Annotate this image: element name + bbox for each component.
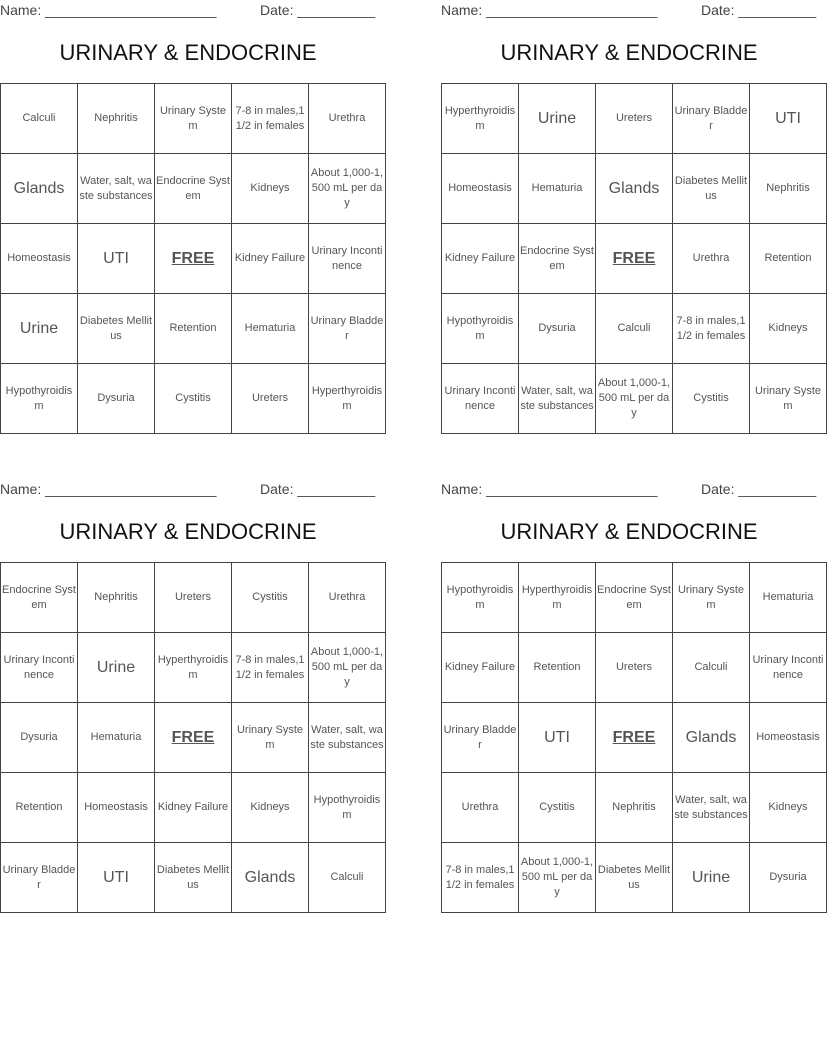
- grid-row: [1, 633, 386, 703]
- grid-cell: Urinary Incontinence: [1, 633, 78, 703]
- grid-cell: Kidney Failure: [155, 773, 232, 843]
- grid-cell: About 1,000-1,500 mL per day: [596, 364, 673, 434]
- grid-cell: UTI: [78, 843, 155, 913]
- grid-row: [442, 703, 827, 773]
- grid-cell: Ureters: [596, 84, 673, 154]
- date-field[interactable]: Date: __________: [260, 481, 376, 497]
- grid-cell: Urine: [1, 294, 78, 364]
- grid-cell: Kidneys: [750, 773, 827, 843]
- grid-cell: Calculi: [673, 633, 750, 703]
- grid-cell: Hematuria: [519, 154, 596, 224]
- grid-row: [442, 154, 827, 224]
- grid-cell: Ureters: [596, 633, 673, 703]
- grid-cell: Glands: [596, 154, 673, 224]
- grid-cell: Urinary Bladder: [1, 843, 78, 913]
- grid-cell: Cystitis: [519, 773, 596, 843]
- grid-cell: Hypothyroidism: [309, 773, 386, 843]
- grid-row: [1, 84, 386, 154]
- free-cell: FREE: [596, 224, 673, 294]
- grid-cell: Urethra: [442, 773, 519, 843]
- grid-cell: 7-8 in males,1 1/2 in females: [232, 84, 309, 154]
- card-header: [441, 0, 817, 20]
- grid-cell: Urinary System: [232, 703, 309, 773]
- grid-cell: About 1,000-1,500 mL per day: [309, 633, 386, 703]
- grid-row: [1, 773, 386, 843]
- grid-cell: Nephritis: [78, 563, 155, 633]
- date-field[interactable]: Date: __________: [701, 481, 817, 497]
- grid-cell: UTI: [78, 224, 155, 294]
- card-title: URINARY & ENDOCRINE: [59, 40, 317, 65]
- grid-cell: Endocrine System: [155, 154, 232, 224]
- grid-cell: Urinary Incontinence: [442, 364, 519, 434]
- grid-cell: Kidney Failure: [442, 633, 519, 703]
- name-field[interactable]: Name: ______________________: [0, 481, 217, 497]
- grid-cell: About 1,000-1,500 mL per day: [519, 843, 596, 913]
- grid-row: [442, 633, 827, 703]
- grid-row: [442, 563, 827, 633]
- grid-cell: Urinary Incontinence: [750, 633, 827, 703]
- grid-cell: Endocrine System: [596, 563, 673, 633]
- grid-cell: Hyperthyroidism: [155, 633, 232, 703]
- bingo-grid: [0, 83, 386, 434]
- grid-cell: Homeostasis: [750, 703, 827, 773]
- bingo-grid: [0, 562, 386, 913]
- grid-row: [442, 224, 827, 294]
- grid-cell: Glands: [1, 154, 78, 224]
- grid-cell: Hypothyroidism: [442, 563, 519, 633]
- grid-cell: Calculi: [1, 84, 78, 154]
- name-field[interactable]: Name: ______________________: [441, 2, 658, 18]
- grid-cell: Dysuria: [750, 843, 827, 913]
- grid-cell: Diabetes Mellitus: [673, 154, 750, 224]
- grid-cell: Cystitis: [155, 364, 232, 434]
- name-field[interactable]: Name: ______________________: [0, 2, 217, 18]
- grid-cell: UTI: [519, 703, 596, 773]
- grid-cell: Calculi: [309, 843, 386, 913]
- grid-row: [1, 224, 386, 294]
- grid-cell: Homeostasis: [78, 773, 155, 843]
- grid-cell: Water, salt, waste substances: [673, 773, 750, 843]
- grid-row: [1, 703, 386, 773]
- grid-cell: Urinary Bladder: [309, 294, 386, 364]
- grid-cell: Calculi: [596, 294, 673, 364]
- grid-cell: Diabetes Mellitus: [596, 843, 673, 913]
- card-header: [441, 479, 817, 499]
- grid-cell: Kidney Failure: [232, 224, 309, 294]
- grid-cell: Hematuria: [750, 563, 827, 633]
- grid-cell: Homeostasis: [1, 224, 78, 294]
- grid-cell: Hematuria: [78, 703, 155, 773]
- grid-cell: Dysuria: [1, 703, 78, 773]
- free-cell: FREE: [596, 703, 673, 773]
- name-field[interactable]: Name: ______________________: [441, 481, 658, 497]
- card-header: [0, 0, 376, 20]
- grid-cell: Diabetes Mellitus: [155, 843, 232, 913]
- grid-cell: Water, salt, waste substances: [519, 364, 596, 434]
- grid-cell: Hypothyroidism: [442, 294, 519, 364]
- grid-cell: Hyperthyroidism: [442, 84, 519, 154]
- grid-cell: Hypothyroidism: [1, 364, 78, 434]
- grid-cell: Urine: [519, 84, 596, 154]
- card-title: URINARY & ENDOCRINE: [500, 40, 758, 65]
- grid-cell: Urinary System: [750, 364, 827, 434]
- grid-cell: Retention: [750, 224, 827, 294]
- grid-cell: Kidneys: [232, 154, 309, 224]
- grid-cell: Kidneys: [750, 294, 827, 364]
- grid-cell: Urethra: [309, 84, 386, 154]
- card-title: URINARY & ENDOCRINE: [500, 519, 758, 544]
- grid-cell: Cystitis: [673, 364, 750, 434]
- grid-row: [1, 563, 386, 633]
- grid-cell: Dysuria: [519, 294, 596, 364]
- bingo-grid: [441, 562, 827, 913]
- grid-cell: Endocrine System: [1, 563, 78, 633]
- grid-cell: Diabetes Mellitus: [78, 294, 155, 364]
- grid-row: [1, 294, 386, 364]
- free-cell: FREE: [155, 224, 232, 294]
- grid-cell: Urinary Bladder: [673, 84, 750, 154]
- grid-cell: Urinary Bladder: [442, 703, 519, 773]
- grid-cell: Endocrine System: [519, 224, 596, 294]
- card-header: [0, 479, 376, 499]
- grid-cell: Urine: [673, 843, 750, 913]
- grid-cell: Kidney Failure: [442, 224, 519, 294]
- grid-cell: Kidneys: [232, 773, 309, 843]
- grid-cell: Urethra: [673, 224, 750, 294]
- grid-cell: Cystitis: [232, 563, 309, 633]
- bingo-grid: [441, 83, 827, 434]
- grid-cell: Urethra: [309, 563, 386, 633]
- grid-row: [1, 364, 386, 434]
- grid-cell: 7-8 in males,1 1/2 in females: [673, 294, 750, 364]
- free-cell: FREE: [155, 703, 232, 773]
- grid-row: [442, 773, 827, 843]
- grid-row: [442, 294, 827, 364]
- grid-cell: Hyperthyroidism: [519, 563, 596, 633]
- grid-cell: Nephritis: [750, 154, 827, 224]
- grid-cell: Retention: [519, 633, 596, 703]
- grid-cell: Retention: [1, 773, 78, 843]
- date-field[interactable]: Date: __________: [701, 2, 817, 18]
- grid-cell: Homeostasis: [442, 154, 519, 224]
- grid-cell: Hematuria: [232, 294, 309, 364]
- grid-row: [1, 154, 386, 224]
- grid-cell: 7-8 in males,1 1/2 in females: [232, 633, 309, 703]
- grid-cell: Dysuria: [78, 364, 155, 434]
- grid-row: [442, 84, 827, 154]
- grid-cell: Water, salt, waste substances: [309, 703, 386, 773]
- grid-cell: Nephritis: [596, 773, 673, 843]
- grid-cell: 7-8 in males,1 1/2 in females: [442, 843, 519, 913]
- card-title: URINARY & ENDOCRINE: [59, 519, 317, 544]
- grid-cell: Glands: [232, 843, 309, 913]
- date-field[interactable]: Date: __________: [260, 2, 376, 18]
- grid-cell: Nephritis: [78, 84, 155, 154]
- grid-cell: Glands: [673, 703, 750, 773]
- grid-row: [1, 843, 386, 913]
- grid-cell: UTI: [750, 84, 827, 154]
- grid-cell: Water, salt, waste substances: [78, 154, 155, 224]
- grid-row: [442, 843, 827, 913]
- grid-cell: Urinary System: [673, 563, 750, 633]
- grid-row: [442, 364, 827, 434]
- grid-cell: Urinary Incontinence: [309, 224, 386, 294]
- grid-cell: Ureters: [232, 364, 309, 434]
- grid-cell: Urinary System: [155, 84, 232, 154]
- grid-cell: Hyperthyroidism: [309, 364, 386, 434]
- grid-cell: Urine: [78, 633, 155, 703]
- grid-cell: About 1,000-1,500 mL per day: [309, 154, 386, 224]
- grid-cell: Ureters: [155, 563, 232, 633]
- grid-cell: Retention: [155, 294, 232, 364]
